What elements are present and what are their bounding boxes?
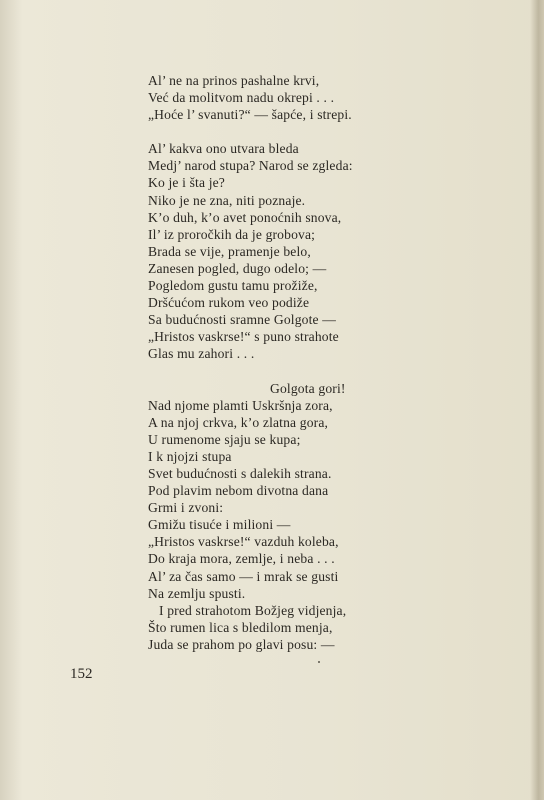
poem-line: Al’ za čas samo — i mrak se gusti (148, 568, 339, 584)
poem-line: Zanesen pogled, dugo odelo; — (148, 260, 327, 276)
poem-line: „Hristos vaskrse!“ s puno strahote (148, 329, 339, 345)
poem-line: A na njoj crkva, k’o zlatna gora, (148, 414, 329, 430)
poem-line: Ko je i šta je? (148, 175, 225, 191)
poem-line: Grmi i zvoni: (148, 500, 224, 516)
page-edge-shadow (530, 0, 544, 800)
poem-line: Medj’ narod stupa? Narod se zgleda: (148, 158, 353, 174)
poem-line: Juda se prahom po glavi posu: — (148, 636, 335, 652)
poem-line: K’o duh, k’o avet ponoćnih snova, (148, 209, 342, 225)
poem-line: Al’ ne na prinos pashalne krvi, (148, 73, 320, 88)
page-number: 152 (70, 666, 93, 682)
poem-line: Što rumen lica s bledilom menja, (148, 619, 333, 635)
poem-line: U rumenome sjaju se kupa; (148, 431, 301, 447)
poem-line: Već da molitvom nadu okrepi . . . (148, 90, 335, 106)
poem-line: I pred strahotom Božjeg vidjenja, (159, 602, 347, 618)
poem-line: Brada se vije, pramenje belo, (148, 243, 311, 259)
poem-line: Golgota gori! (270, 380, 346, 396)
stanza (148, 72, 398, 123)
poem-line: Sa budućnosti sramne Golgote — (148, 312, 336, 328)
poem-line: I k njojzi stupa (148, 448, 232, 464)
poem-line: Dršćućom rukom veo podiže (148, 295, 310, 311)
ink-speck (318, 661, 320, 663)
poem-line: „Hristos vaskrse!“ vazduh koleba, (148, 534, 339, 550)
stanza (148, 380, 398, 654)
page-gutter-shadow (0, 0, 22, 800)
poem-line: Gmižu tisuće i milioni — (148, 517, 291, 533)
poem-line: Nad njome plamti Uskršnja zora, (148, 397, 333, 413)
poem-line: Pogledom gustu tamu prožiže, (148, 278, 318, 294)
poem-line: Svet budućnosti s dalekih strana. (148, 465, 332, 481)
poem-line: Il’ iz proročkih da je grobova; (148, 226, 316, 242)
poem-text (148, 72, 398, 653)
poem-line: Na zemlju spusti. (148, 585, 246, 601)
poem-line: „Hoće l’ svanuti?“ — šapće, i strepi. (148, 107, 352, 123)
poem-line: Al’ kakva ono utvara bleda (148, 141, 299, 157)
poem-line: Niko je ne zna, niti poznaje. (148, 192, 306, 208)
stanza (148, 140, 398, 362)
poem-line: Pod plavim nebom divotna dana (148, 483, 329, 499)
poem-line: Do kraja mora, zemlje, i neba . . . (148, 551, 335, 567)
poem-line: Glas mu zahori . . . (148, 346, 255, 362)
